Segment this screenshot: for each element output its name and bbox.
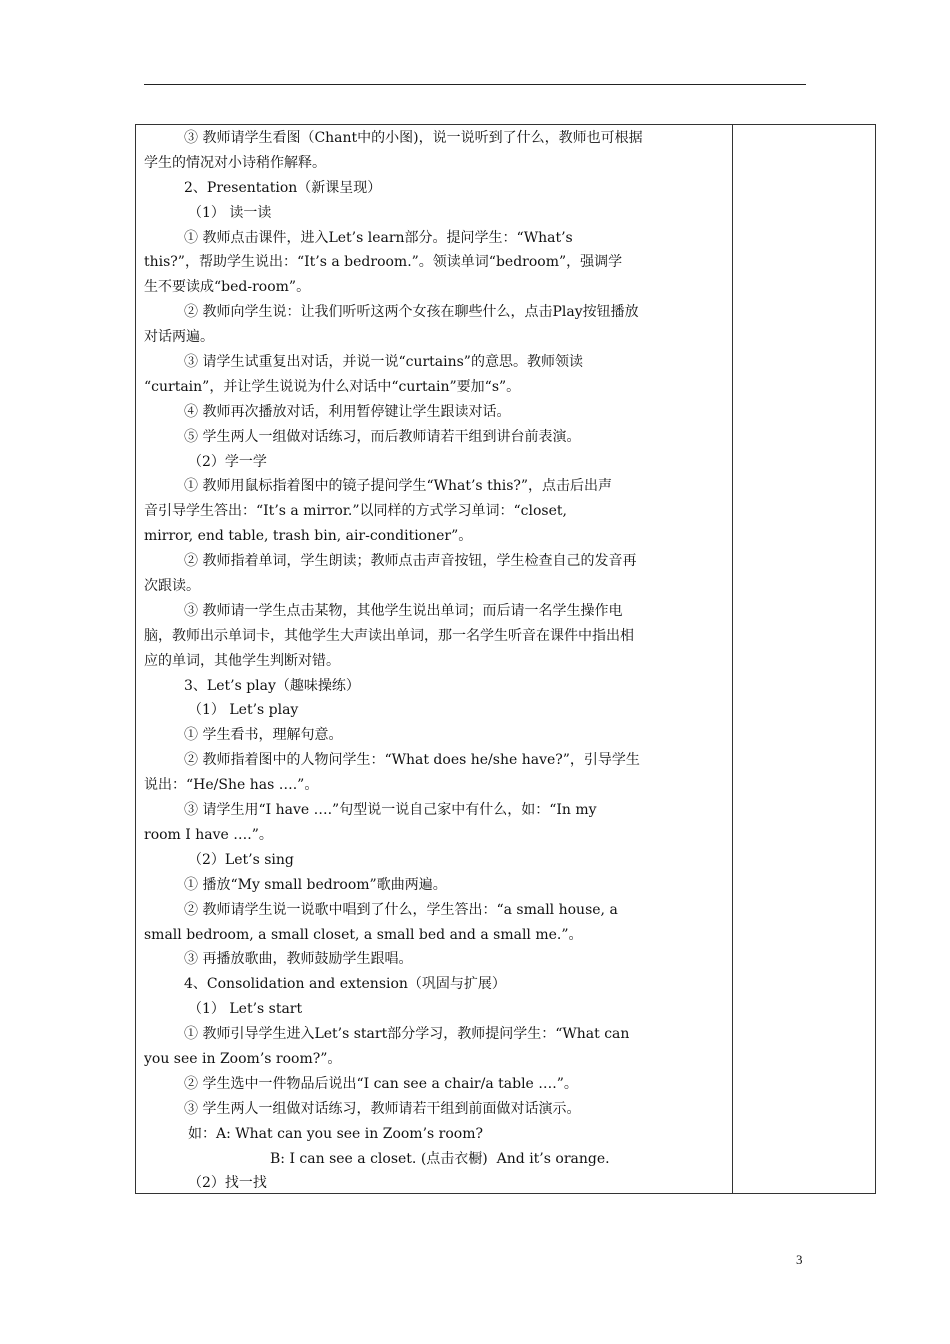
text-line: you see in Zoom’s room?”。	[144, 1050, 342, 1067]
text-line: 2、Presentation（新课呈现）	[184, 179, 382, 196]
text-line: ① 教师用鼠标指着图中的镜子提问学生“What’s this?”，点击后出声	[184, 478, 613, 495]
text-line: small bedroom, a small closet, a small bed and a small me.”。	[144, 926, 583, 943]
text-line: ② 教师向学生说：让我们听听这两个女孩在聊些什么，点击Play按钮播放	[184, 304, 639, 321]
text-line: ① 播放“My small bedroom”歌曲两遍。	[184, 876, 447, 893]
text-line: ① 教师点击课件，进入Let’s learn部分。提问学生：“What’s	[184, 229, 573, 246]
text-line: ④ 教师再次播放对话，利用暂停键让学生跟读对话。	[184, 403, 511, 420]
text-line: ③ 请学生用“I have ….”句型说一说自己家中有什么，如：“In my	[184, 802, 597, 819]
text-line: （1） Let’s play	[188, 702, 299, 719]
page-number: 3	[796, 1252, 803, 1267]
text-line: ② 学生选中一件物品后说出“I can see a chair/a table ….”。	[184, 1075, 578, 1092]
text-line: 对话两遍。	[144, 329, 214, 346]
text-line: 4、Consolidation and extension（巩固与扩展）	[184, 976, 506, 993]
text-line: 3、Let’s play（趣味操练）	[184, 677, 360, 694]
text-line: （2）学一学	[188, 453, 267, 470]
text-line: 音引导学生答出：“It’s a mirror.”以同样的方式学习单词：“closet,	[144, 503, 567, 520]
text-line: 次跟读。	[144, 578, 200, 595]
text-line: ⑤ 学生两人一组做对话练习，而后教师请若干组到讲台前表演。	[184, 428, 581, 445]
text-line: 学生的情况对小诗稍作解释。	[144, 154, 326, 171]
text-line: this?”，帮助学生说出：“It’s a bedroom.”。领读单词“bedroom”，强调学	[144, 254, 623, 271]
text-line: ② 教师请学生说一说歌中唱到了什么，学生答出：“a small house, a	[184, 901, 618, 918]
text-line: room I have ….”。	[144, 826, 273, 843]
text-line: ③ 学生两人一组做对话练习，教师请若干组到前面做对话演示。	[184, 1100, 581, 1117]
text-line: （1） Let’s start	[188, 1001, 303, 1018]
text-line: ③ 再播放歌曲，教师鼓励学生跟唱。	[184, 951, 413, 968]
text-line: ③ 教师请学生看图（Chant中的小图)，说一说听到了什么，教师也可根据	[184, 130, 643, 146]
text-line: 应的单词，其他学生判断对错。	[144, 652, 340, 669]
text-line: （2）Let’s sing	[188, 851, 294, 868]
text-line: ② 教师指着单词，学生朗读；教师点击声音按钮，学生检查自己的发音再	[184, 553, 637, 570]
text-line: ③ 请学生试重复出对话，并说一说“curtains”的意思。教师领读	[184, 354, 583, 371]
text-line: ③ 教师请一学生点击某物，其他学生说出单词；而后请一名学生操作电	[184, 602, 623, 619]
table-column-divider	[732, 124, 733, 1194]
lesson-content	[144, 126, 726, 1196]
text-line: （2）找一找	[188, 1175, 267, 1192]
text-line: 如：A: What can you see in Zoom’s room?	[188, 1125, 483, 1142]
header-rule	[144, 84, 806, 85]
text-line: 脑，教师出示单词卡，其他学生大声读出单词，那一名学生听音在课件中指出相	[144, 627, 634, 644]
text-line: ① 学生看书，理解句意。	[184, 727, 343, 744]
text-line: 生不要读成“bed-room”。	[144, 279, 311, 296]
text-line: “curtain”，并让学生说说为什么对话中“curtain”要加“s”。	[144, 378, 521, 395]
text-line: 说出：“He/She has ….”。	[144, 777, 319, 794]
text-line: ② 教师指着图中的人物问学生：“What does he/she have?”，引导学生	[184, 752, 640, 769]
text-line: B: I can see a closet. (点击衣橱) And it’s orange.	[270, 1150, 610, 1167]
text-line: mirror, end table, trash bin, air-conditioner”。	[144, 528, 473, 545]
text-line: （1） 读一读	[188, 204, 272, 221]
text-line: ① 教师引导学生进入Let’s start部分学习，教师提问学生：“What can	[184, 1026, 630, 1043]
